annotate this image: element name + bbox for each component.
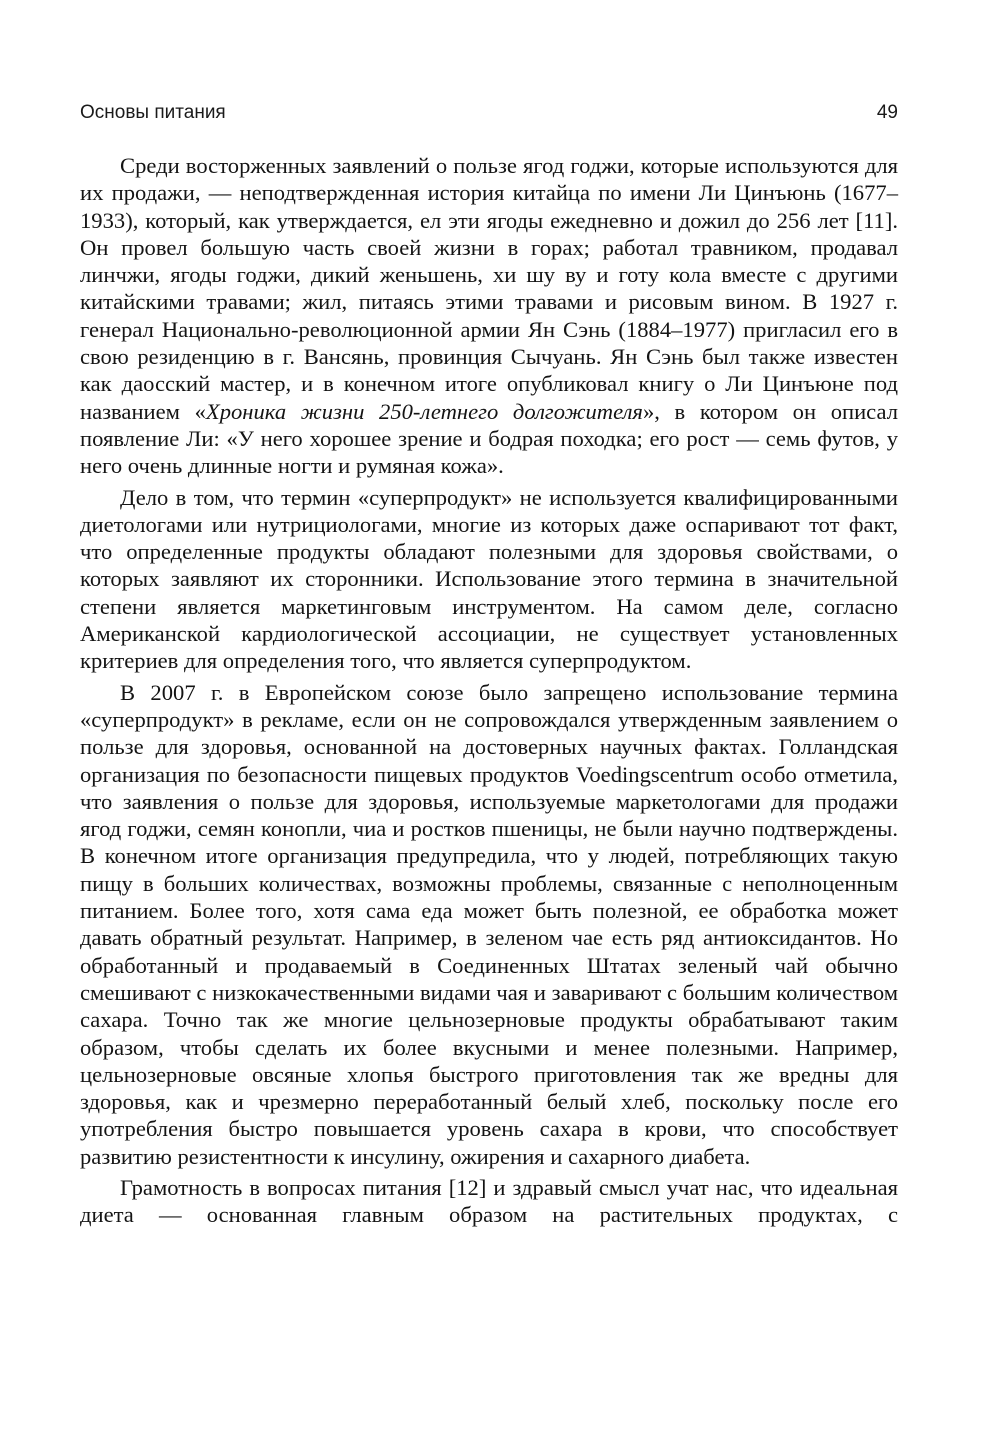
paragraph-text: », в котором он описал появление Ли: «У него хорошее зрение и бодрая походка; его рост — семь футов, у него очень длинные ногти и румяная кожа». [80,398,898,479]
page-number: 49 [876,102,898,123]
running-header [80,102,898,132]
section-title: Основы питания [80,102,226,123]
book-title: Хроника жизни 250-летнего долгожителя [205,398,643,424]
body-text [80,152,898,1233]
paragraph-goji-legend [80,152,898,480]
paragraph-eu-ban: В 2007 г. в Европейском союзе было запрещено использование термина «суперпродукт» в рекламе, если он не сопровождался утвержденным заявлением о пользе для здоровья, основанной на достоверных научных фактах. Голландская организация по безопасности пищевых продуктов Voedingscentrum особо отметила, что заявления о пользе для здоровья, используемые маркетологами для продажи ягод годжи, семян конопли, чиа и ростков пшеницы, не были научно подтверждены. В конечном итоге организация предупредила, что у людей, потребляющих такую пищу в больших количествах, возможны проблемы, связанные с неполноценным питанием. Более того, хотя сама еда может быть полезной, ее обработка может давать обратный результат. Например, в зеленом чае есть ряд антиоксидантов. Но обработанный и продаваемый в Соединенных Штатах зеленый чай обычно смешивают с низкокачественными видами чая и заваривают с большим количеством сахара. Точно так же многие цельнозерновые продукты обрабатывают таким образом, чтобы сделать их более вкусными и менее полезными. Например, цельнозерновые овсяные хлопья быстрого приготовления так же вредны для здоровья, как и чрезмерно переработанный белый хлеб, поскольку после его употребления быстро повышается уровень сахара в крови, что способствует развитию резистентности к инсулину, ожирения и сахарного диабета. [80,679,898,1169]
paragraph-text: Среди восторженных заявлений о пользе ягод годжи, которые используются для их продажи, — неподтвержденная история китайца по имени Ли Цинъюнь (1677–1933), который, как утверждается, ел эти ягоды ежедневно и дожил до 256 лет [11]. Он провел большую часть своей жизни в горах; работал травником, продавал линчжи, ягоды годжи, дикий женьшень, хи шу ву и готу кола вместе с другими китайскими травами; жил, питаясь этими травами и рисовым вином. В 1927 г. генерал Национально-революционной армии Ян Сэнь (1884–1977) пригласил его в свою резиденцию в г. Вансянь, провинция Сычуань. Ян Сэнь был также известен как даосский мастер, и в конечном итоге опубликовал книгу о Ли Цинъюне под названием « [80,153,898,424]
paragraph-superfood-term: Дело в том, что термин «суперпродукт» не используется квалифицированными диетологами или нутрициологами, многие из которых даже оспаривают тот факт, что определенные продукты обладают полезными для здоровья свойствами, о которых заявляют их сторонники. Использование этого термина в значительной степени является маркетинговым инструментом. На самом деле, согласно Американской кардиологической ассоциации, не существует установленных критериев для определения того, что является суперпродуктом. [80,484,898,674]
paragraph-nutrition-literacy: Грамотность в вопросах питания [12] и здравый смысл учат нас, что идеальная диета — основанная главным образом на растительных продуктах, с [80,1174,898,1228]
